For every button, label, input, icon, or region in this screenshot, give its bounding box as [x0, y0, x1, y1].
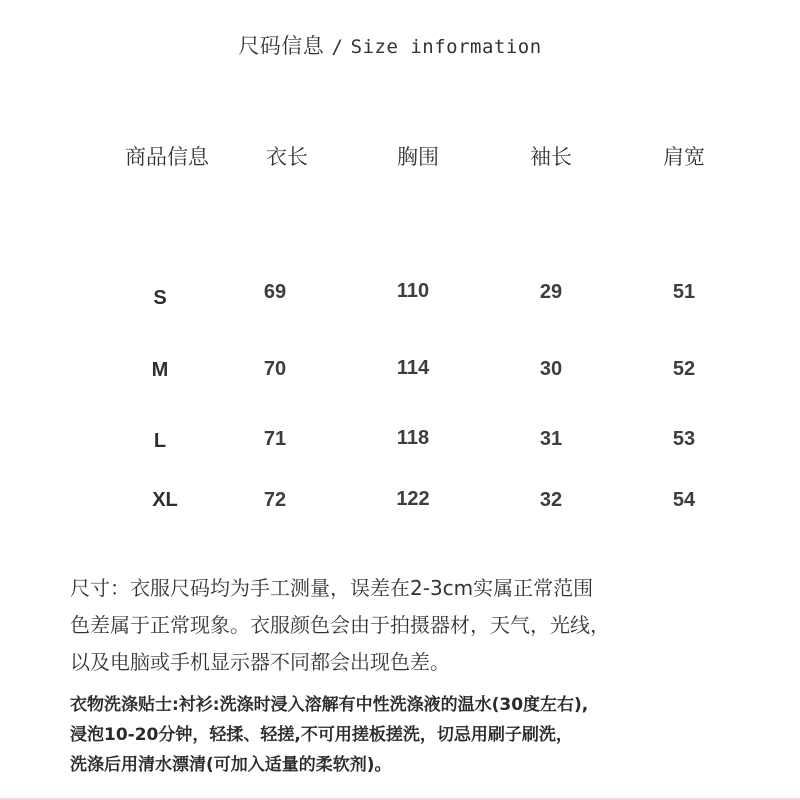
washing-tips: [70, 690, 790, 780]
note-line: 尺寸：衣服尺码均为手工测量，误差在2-3cm实属正常范围: [70, 576, 594, 600]
note-line: 色差属于正常现象。衣服颜色会由于拍摄器材，天气，光线，: [70, 613, 610, 637]
title-separator: /: [331, 36, 344, 58]
cell-shoulder: 52: [672, 358, 696, 380]
row-size-label: XL: [152, 489, 178, 511]
care-line: 衣物洗涤贴士:衬衫:洗涤时浸入溶解有中性洗涤液的温水(30度左右),: [70, 695, 589, 715]
size-notes: [70, 570, 770, 681]
care-line: 洗涤后用清水漂清(可加入适量的柔软剂)。: [70, 755, 392, 775]
cell-sleeve: 32: [539, 489, 563, 511]
header-sleeve: 袖长: [530, 145, 572, 169]
cell-shoulder: 53: [672, 428, 696, 450]
cell-chest: 122: [396, 488, 430, 510]
header-length: 衣长: [266, 145, 308, 169]
title-en: Size information: [350, 36, 542, 58]
title-cn: 尺码信息: [238, 34, 325, 58]
cell-length: 70: [263, 358, 287, 380]
cell-chest: 114: [396, 357, 430, 379]
header-product-info: 商品信息: [125, 145, 209, 169]
row-size-label: L: [153, 430, 167, 452]
cell-length: 69: [263, 281, 287, 303]
cell-shoulder: 51: [672, 281, 696, 303]
note-line: 以及电脑或手机显示器不同都会出现色差。: [70, 650, 450, 674]
cell-sleeve: 30: [539, 358, 563, 380]
page-title: [0, 30, 780, 60]
cell-shoulder: 54: [672, 489, 696, 511]
cell-chest: 110: [396, 280, 430, 302]
row-size-label: M: [151, 359, 169, 381]
cell-length: 72: [263, 489, 287, 511]
header-shoulder: 肩宽: [663, 145, 705, 169]
cell-sleeve: 29: [539, 281, 563, 303]
cell-sleeve: 31: [539, 428, 563, 450]
cell-chest: 118: [396, 427, 430, 449]
cell-length: 71: [263, 428, 287, 450]
care-line: 浸泡10-20分钟，轻揉、轻搓,不可用搓板搓洗，切忌用刷子刷洗，: [70, 725, 573, 745]
row-size-label: S: [153, 287, 167, 309]
header-chest: 胸围: [397, 145, 439, 169]
